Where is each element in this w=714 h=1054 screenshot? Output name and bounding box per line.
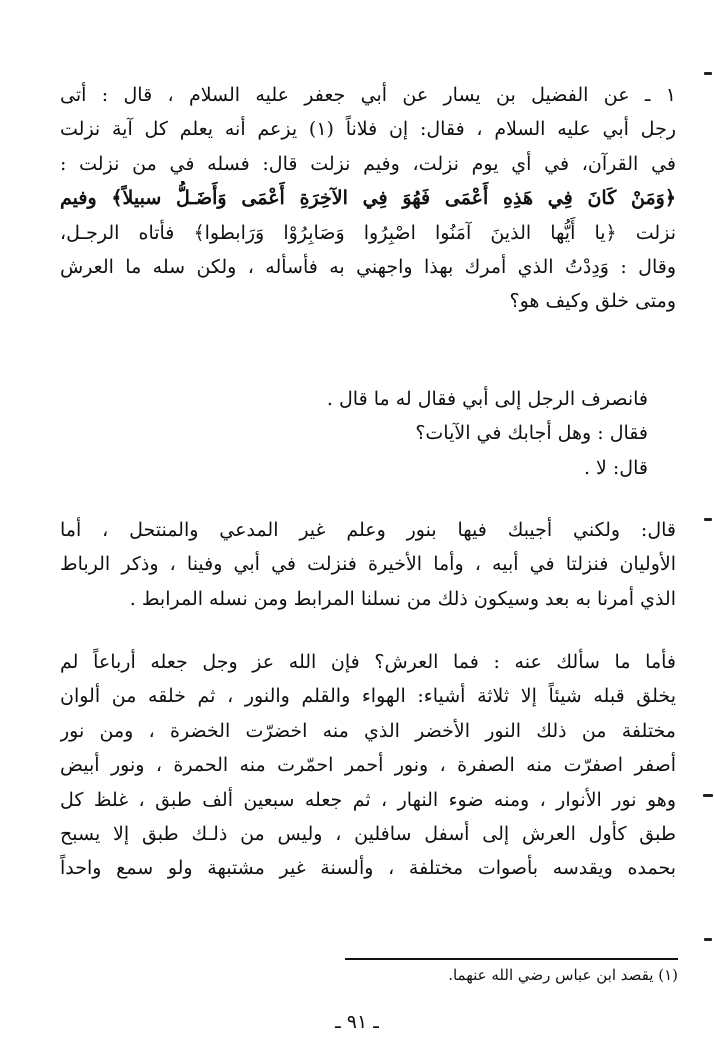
edge-mark xyxy=(704,72,712,75)
text-line: مختلفة من ذلك النور الأخضر الذي منه اخضرّت الخضرة ، ومن نور xyxy=(60,719,676,742)
text-line: فقال : وهل أجابك في الآيات؟ xyxy=(415,422,648,445)
text-line: الذي أمرنا به بعد وسيكون ذلك من نسلنا المرابط ومن نسله المرابط . xyxy=(129,587,676,610)
edge-mark xyxy=(704,938,712,941)
text-line: فانصرف الرجل إلى أبي فقال له ما قال . xyxy=(326,388,648,410)
footnote-separator xyxy=(345,958,678,960)
paragraph-4 xyxy=(60,645,676,886)
paragraph-3 xyxy=(60,513,676,616)
text-line-quran: نزلت ﴿يا أَيُّها الذينَ آمَنُوا اصْبِرُوا وَصَابِرُوْا وَرَابطوا﴾ فأتاه الرجـل، xyxy=(60,221,676,244)
text-line: فأما ما سألك عنه : فما العرش؟ فإن الله عز وجل جعله أرباعاً لم xyxy=(60,651,676,673)
paragraph-1 xyxy=(60,78,676,319)
text-line: بحمده ويقدسه بأصوات مختلفة ، وألسنة غير مشتبهة ولو سمع واحداً xyxy=(60,857,676,880)
text-line: يخلق قبله شيئاً إلا ثلاثة أشياء: الهواء والقلم والنور ، ثم خلقه من ألوان xyxy=(60,685,676,708)
text-line: ومتى خلق وكيف هو؟ xyxy=(509,290,676,313)
text-line: طبق كأول العرش إلى أسفل سافلين ، وليس من ذلـك طبق إلا يسبح xyxy=(60,823,676,846)
edge-mark xyxy=(703,794,713,797)
footnote: (١) يقصد ابن عباس رضي الله عنهما. xyxy=(448,966,678,984)
text-line: الأوليان فنزلتا في أبيه ، وأما الأخيرة فنزلت في أبي وفينا ، وذكر الرباط xyxy=(60,553,676,576)
edge-mark xyxy=(704,518,712,521)
text-line: رجل أبي عليه السلام ، فقال: إن فلاناً (١) يزعم أنه يعلم كل آية نزلت xyxy=(60,118,676,141)
text-line: وهو نور الأنوار ، ومنه ضوء النهار ، ثم جعله سبعين ألف طبق ، غلظ كل xyxy=(60,788,676,811)
text-line: في القرآن، في أي يوم نزلت، وفيم نزلت قال: فسله في من نزلت : xyxy=(60,152,676,175)
text-line: أصفر اصفرّت منه الصفرة ، ونور أحمر احمّرت منه الحمرة ، ونور أبيض xyxy=(60,754,676,777)
text-line: قال: لا . xyxy=(583,456,648,479)
text-line: ١ ـ عن الفضيل بن يسار عن أبي جعفر عليه السلام ، قال : أتى xyxy=(60,84,676,106)
text-line-quran: ﴿وَمَنْ كَانَ فِي هَذِهِ أَعْمَى فَهُوَ فِي الآخِرَةِ أَعْمَى وَأَضَـلُّ سبيلاً﴾ وفيم xyxy=(60,187,676,210)
text-line: وقال : وَدِدْتُ الذي أمرك بهذا واجهني به فأسأله ، ولكن سله ما العرش xyxy=(60,256,676,279)
paragraph-2 xyxy=(60,382,676,485)
page-number: ـ ٩١ ـ xyxy=(335,1011,379,1033)
text-line: قال: ولكني أجيبك فيها بنور وعلم غير المدعي والمنتحل ، أما xyxy=(60,519,676,541)
